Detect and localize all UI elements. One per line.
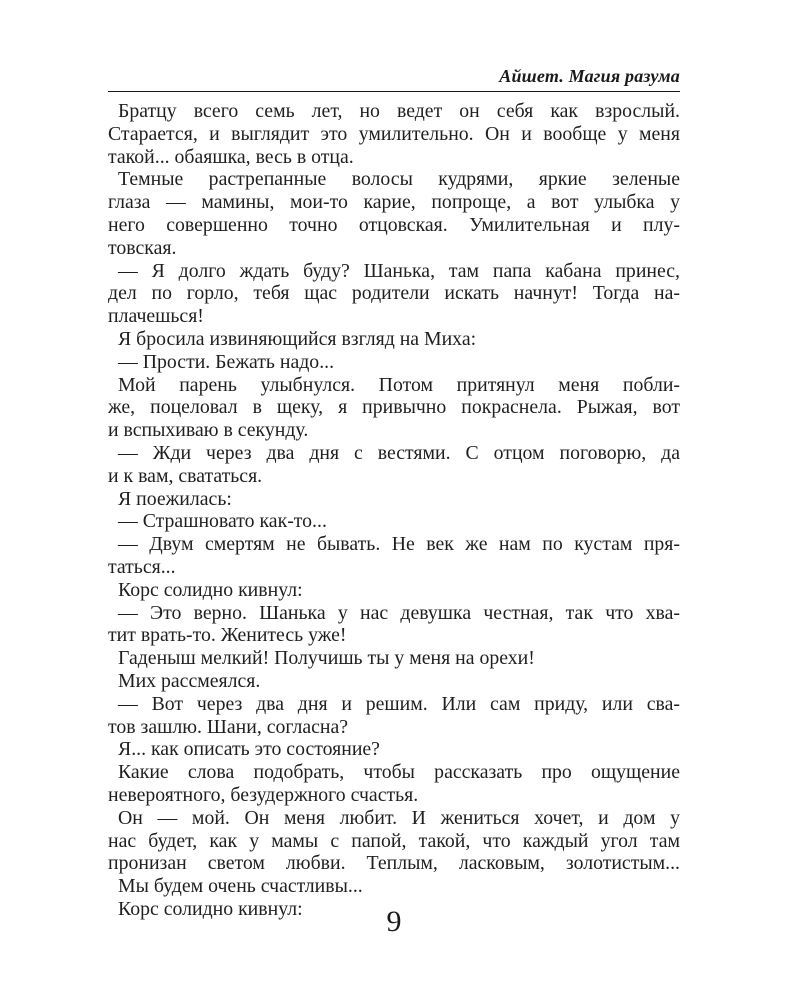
text-line: Я... как описать это состояние? xyxy=(118,738,380,761)
text-line: Мы будем очень счастливы... xyxy=(118,875,363,898)
text-line: Гаденыш мелкий! Получишь ты у меня на орехи! xyxy=(118,647,535,670)
text-line: Я бросила извиняющийся взгляд на Миха: xyxy=(118,327,477,350)
text-line: глаза — мамины, мои-то карие, попроще, а вот улыбка у xyxy=(108,191,680,214)
text-line: невероятного, безудержного счастья. xyxy=(108,783,419,806)
body-text xyxy=(108,100,680,921)
text-line: Мой парень улыбнулся. Потом притянул меня побли- xyxy=(118,373,680,396)
text-line: плачешься! xyxy=(108,305,204,328)
text-line: — Вот через два дня и решим. Или сам приду, или сва- xyxy=(118,692,680,715)
text-line: Старается, и выглядит это умилительно. Он и вообще у меня xyxy=(108,122,680,145)
text-line: — Прости. Бежать надо... xyxy=(118,350,335,373)
text-line: — Страшновато как-то... xyxy=(118,510,327,533)
text-line: дел по горло, тебя щас родители искать начнут! Тогда на- xyxy=(108,282,680,305)
text-line: пронизан светом любви. Теплым, ласковым, золотистым... xyxy=(108,852,680,875)
text-line: и вспыхиваю в секунду. xyxy=(108,419,309,442)
text-line: таться... xyxy=(108,555,176,578)
text-line: Корс солидно кивнул: xyxy=(118,897,303,920)
text-line: Он — мой. Он меня любит. И жениться хочет, и дом у xyxy=(118,806,680,829)
text-line: Я поежилась: xyxy=(118,487,232,510)
text-line: тит врать-то. Женитесь уже! xyxy=(108,624,347,647)
text-line: товская. xyxy=(108,236,177,259)
running-header-title: Айшет. Магия разума xyxy=(499,66,680,86)
text-line: Братцу всего семь лет, но ведет он себя как взрослый. xyxy=(118,100,680,122)
text-line: же, поцеловал в щеку, я привычно покраснела. Рыжая, вот xyxy=(108,396,680,419)
text-line: такой... обаяшка, весь в отца. xyxy=(108,145,354,168)
text-line: нас будет, как у мамы с папой, такой, что каждый угол там xyxy=(108,829,680,852)
text-line: Какие слова подобрать, чтобы рассказать про ощущение xyxy=(118,761,680,784)
text-line: Темные растрепанные волосы кудрями, яркие зеленые xyxy=(118,168,680,191)
text-line: — Двум смертям не бывать. Не век же нам по кустам пря- xyxy=(118,533,680,556)
text-line: Мих рассмеялся. xyxy=(118,669,261,692)
text-line: него совершенно точно отцовская. Умилительная и плу- xyxy=(108,213,680,236)
header-rule xyxy=(108,91,680,92)
text-line: тов зашлю. Шани, согласна? xyxy=(108,715,349,738)
text-line: Корс солидно кивнул: xyxy=(118,578,303,601)
text-line: — Это верно. Шанька у нас девушка честная, так что хва- xyxy=(118,601,680,624)
page-number: 9 xyxy=(386,905,402,938)
text-line: — Жди через два дня с вестями. С отцом поговорю, да xyxy=(118,441,680,464)
text-line: и к вам, свататься. xyxy=(108,464,263,487)
text-line: — Я долго ждать буду? Шанька, там папа кабана принес, xyxy=(118,259,680,282)
